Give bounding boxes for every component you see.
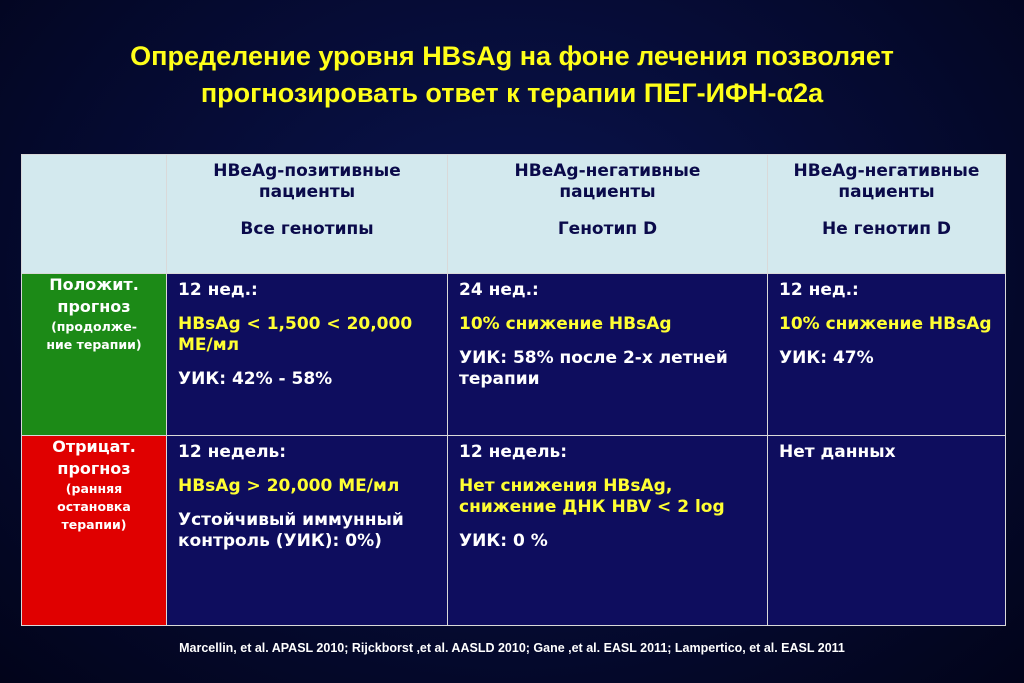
references-footer: Marcellin, et al. APASL 2010; Rijckborst ,et al. AASLD 2010; Gane ,et al. EASL 2011; Lampertico, et al. EASL 2011 [179,641,845,655]
header-corner-cell [22,155,167,274]
cell-timepoint: 24 нед.: [459,280,539,300]
negative-cell-hbeag-positive [167,436,448,626]
label-note-line-2: ние терапии) [46,337,142,352]
negative-cell-not-genotype-d [768,436,1006,626]
header-group-line-2: пациенты [559,182,656,202]
header-cell-hbeag-negative-not-genotype-d [768,155,1006,274]
header-genotype: Генотип D [557,219,658,239]
header-group-line-1: HBeAg-негативные [793,161,980,181]
slide-title-line-1: Определение уровня HBsAg на фоне лечения позволяет [130,41,894,71]
positive-cell-not-genotype-d [768,274,1006,436]
header-genotype: Все генотипы [240,219,374,239]
header-genotype: Не генотип D [821,219,952,239]
cell-outcome: УИК: 47% [779,348,874,368]
header-group-line-2: пациенты [838,182,935,202]
slide-title-line-2: прогнозировать ответ к терапии ПЕГ-ИФН-α2а [200,78,824,108]
cell-criterion: 10% снижение HBsAg [779,314,992,334]
negative-prognosis-row [22,436,1006,626]
label-line-2: прогноз [57,459,131,478]
positive-prognosis-label [22,274,167,436]
label-note-line-1: (продолже- [51,319,137,334]
cell-timepoint: 12 нед.: [178,280,258,300]
header-cell-hbeag-negative-genotype-d [448,155,768,274]
cell-criterion: HBsAg < 1,500 < 20,000 МЕ/мл [178,314,413,355]
label-note-line-3: терапии) [61,517,127,532]
positive-cell-genotype-d [448,274,768,436]
cell-criterion: 10% снижение HBsAg [459,314,672,334]
header-group-line-1: HBeAg-позитивные [213,161,401,181]
negative-prognosis-label [22,436,167,626]
label-line-1: Положит. [49,275,139,294]
label-line-1: Отрицат. [52,437,136,456]
cell-outcome: УИК: 42% - 58% [178,369,333,389]
cell-outcome: Устойчивый иммунный контроль (УИК): 0%) [178,510,404,551]
cell-outcome: УИК: 0 % [459,531,548,551]
header-group-line-1: HBeAg-негативные [514,161,701,181]
cell-no-data: Нет данных [779,442,896,462]
cell-outcome: УИК: 58% после 2-х летней терапии [459,348,728,389]
cell-criterion: HBsAg > 20,000 МЕ/мл [178,476,400,496]
label-note-line-2: остановка [57,499,131,514]
prognosis-table [21,154,1006,626]
header-cell-hbeag-positive [167,155,448,274]
header-group-line-2: пациенты [258,182,356,202]
negative-cell-genotype-d [448,436,768,626]
label-line-2: прогноз [57,297,131,316]
cell-criterion: Нет снижения HBsAg, снижение ДНК HBV < 2 log [459,476,725,517]
table-header-row [22,155,1006,274]
cell-timepoint: 12 недель: [178,442,287,462]
positive-prognosis-row [22,274,1006,436]
cell-timepoint: 12 нед.: [779,280,859,300]
cell-timepoint: 12 недель: [459,442,568,462]
label-note-line-1: (ранняя [65,481,123,496]
positive-cell-hbeag-positive [167,274,448,436]
slide-title [0,38,1024,112]
